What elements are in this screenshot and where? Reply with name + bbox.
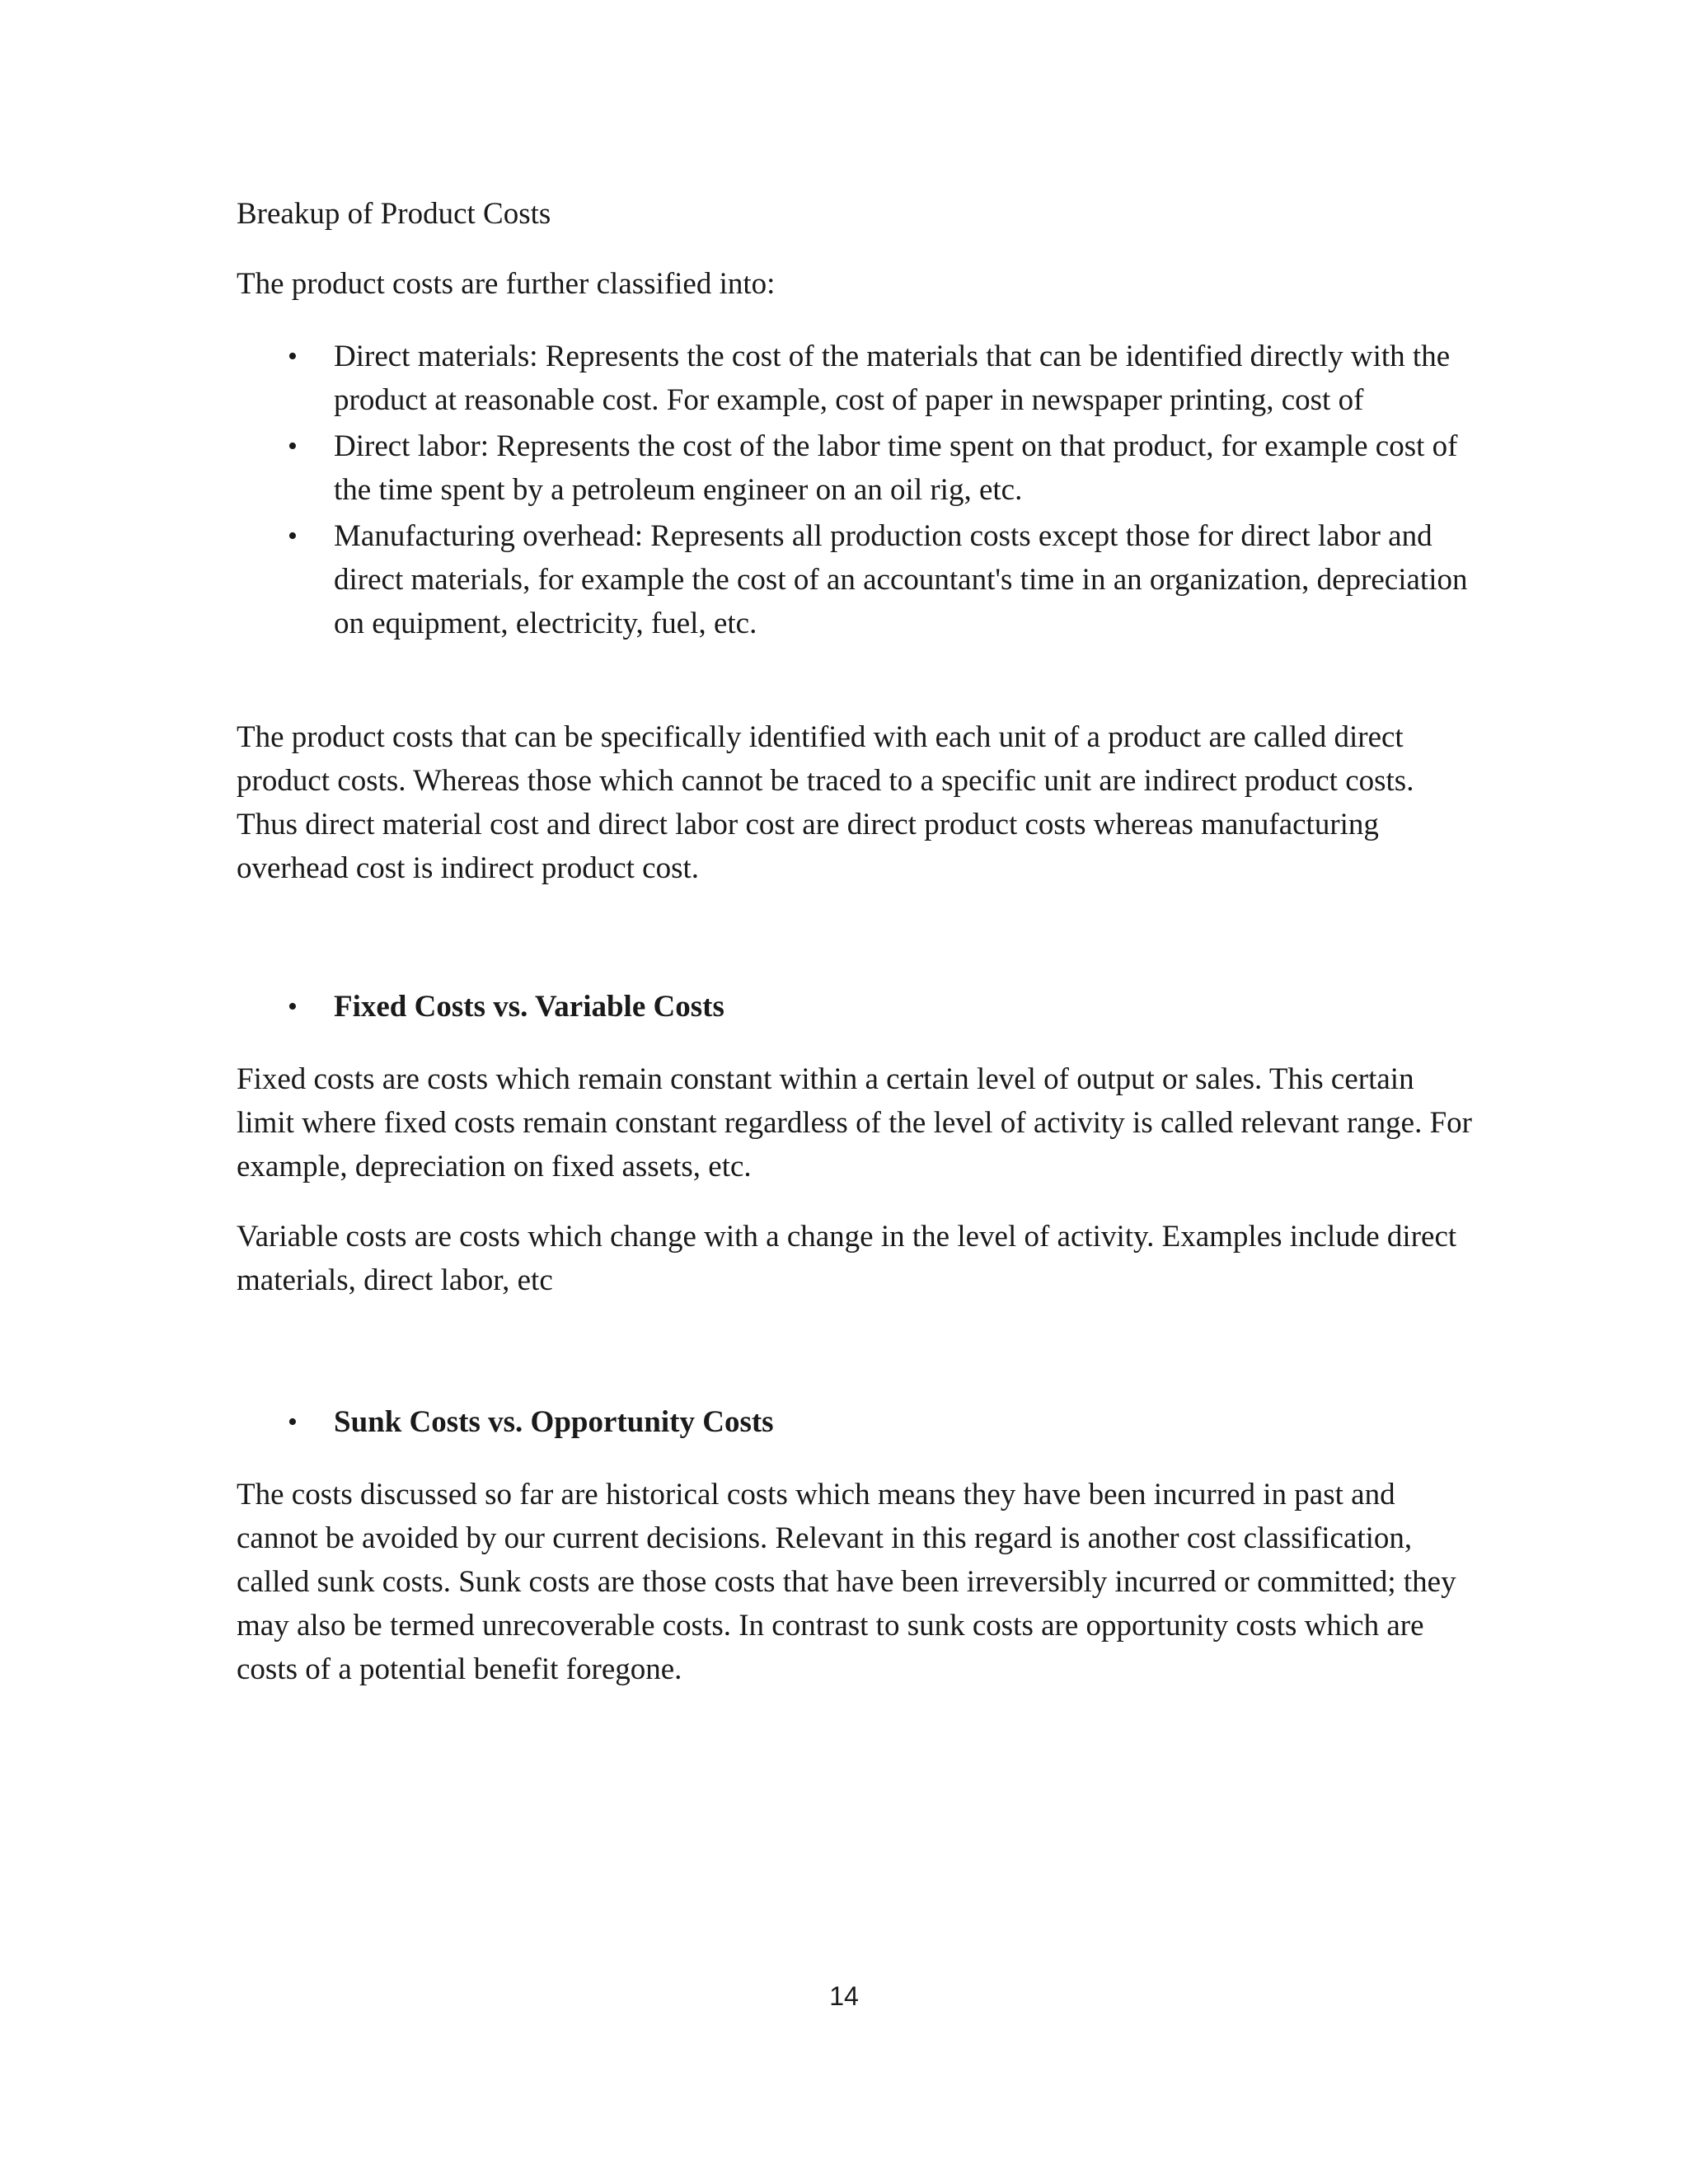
fixed-costs-paragraph: Fixed costs are costs which remain constant within a certain level of output or sales. This certain limit where fixed costs remain constant regardless of the level of activity is called relevant range. For example, depreciation on fixed assets, etc. [237,1062,1473,1183]
direct-indirect-paragraph: The product costs that can be specifically identified with each unit of a product are called direct product costs. Whereas those which cannot be traced to a specific unit are indirect product costs. Thus direct material cost and direct labor cost are direct product costs whereas manufacturing overhead cost is indirect product cost. [237,720,1414,885]
list-item-direct-materials [237,335,1473,422]
heading-text: Fixed Costs vs. Variable Costs [334,990,724,1024]
list-item-direct-labor [237,424,1473,512]
sunk-opportunity-paragraph: The costs discussed so far are historical costs which means they have been incurred in past and cannot be avoided by our current decisions. Relevant in this regard is another cost classification, called sunk costs. Sunk costs are those costs that have been irreversibly incurred or committed; they may also be termed unrecoverable costs. In contrast to sunk costs are opportunity costs which are costs of a potential benefit foregone. [237,1478,1456,1686]
bullet-icon: • [288,991,298,1022]
variable-costs-paragraph: Variable costs are costs which change with a change in the level of activity. Examples include direct materials, direct labor, etc [237,1220,1457,1297]
product-cost-list [237,335,1473,645]
list-item-manufacturing-overhead [237,514,1473,645]
bullet-icon: • [288,341,298,372]
list-item-text: Manufacturing overhead: Represents all production costs except those for direct labor and direct materials, for example the cost of an accountant's time in an organization, depreciation on equipment, electricity, fuel, etc. [334,519,1468,640]
sunk-opportunity-heading [237,1400,1473,1444]
list-item-text: Direct labor: Represents the cost of the labor time spent on that product, for example cost of the time spent by a petroleum engineer on an oil rig, etc. [334,429,1458,507]
bullet-icon: • [288,521,298,551]
section-title: Breakup of Product Costs [237,197,551,231]
fixed-variable-heading [237,985,1473,1029]
intro-paragraph: The product costs are further classified into: [237,267,776,301]
bullet-icon: • [288,1407,298,1437]
page-number: 14 [829,1981,859,2011]
bullet-icon: • [288,431,298,462]
list-item-text: Direct materials: Represents the cost of the materials that can be identified directly with the product at reasonable cost. For example, cost of paper in newspaper printing, cost of [334,340,1451,417]
heading-text: Sunk Costs vs. Opportunity Costs [334,1405,774,1439]
